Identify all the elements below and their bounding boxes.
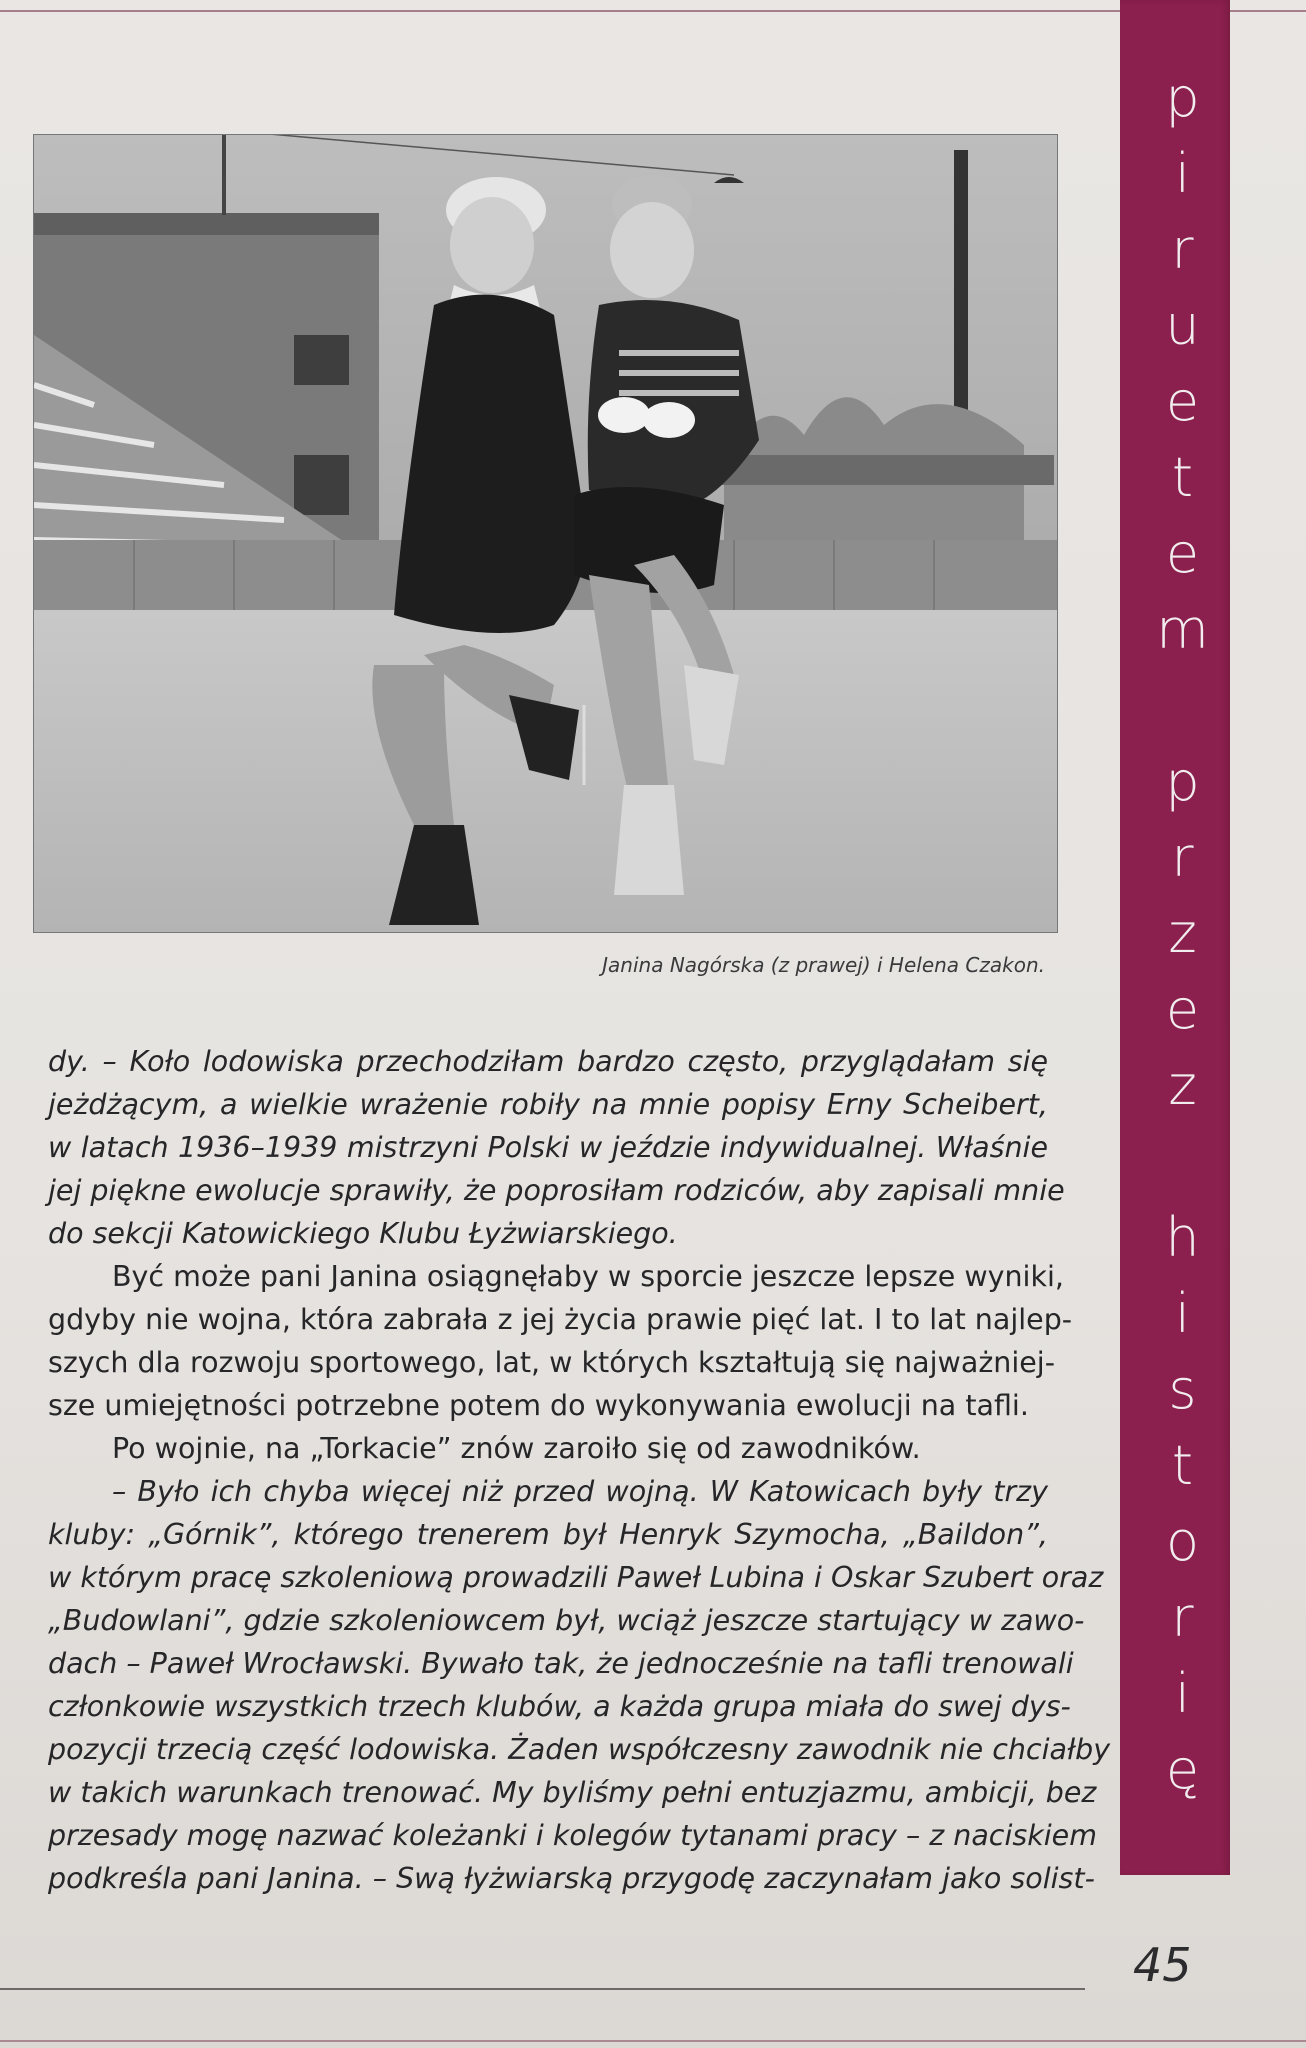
side-title-letter: r [1171,218,1194,281]
body-line: w którym pracę szkoleniową prowadzili Paweł Lubina i Oskar Szubert oraz [48,1561,1104,1594]
body-line: sze umiejętności potrzebne potem do wykonywania ewolucji na tafli. [48,1389,1029,1422]
side-title-letter: i [1174,142,1190,205]
side-title-letter: u [1165,294,1200,357]
side-title-letter: p [1165,750,1200,813]
body-line: w latach 1936–1939 mistrzyni Polski w jeździe indywidualnej. Właśnie [48,1131,1048,1164]
side-title-letter: h [1165,1206,1200,1269]
side-title-letter: r [1171,1586,1194,1649]
top-decorative-rule [0,10,1306,12]
body-line: jeżdżącym, a wielkie wrażenie robiły na mnie popisy Erny Scheibert, [48,1088,1048,1121]
side-title-letter: e [1165,978,1200,1041]
window [294,335,349,385]
body-line: Po wojnie, na „Torkacie” znów zaroiło się od zawodników. [112,1432,921,1465]
body-line: dy. – Koło lodowiska przechodziłam bardzo często, przyglądałam się [48,1045,1048,1078]
body-line: członkowie wszystkich trzech klubów, a każda grupa miała do swej dys- [48,1690,1071,1723]
side-title-letter: m [1156,598,1209,661]
body-line: dach – Paweł Wrocławski. Bywało tak, że jednocześnie na tafli trenowali [48,1647,1074,1680]
body-line: przesady mogę nazwać koleżanki i kolegów tytanami pracy – z naciskiem [48,1819,1097,1852]
body-line: „Budowlani”, gdzie szkoleniowcem był, wciąż jeszcze startujący w zawo- [48,1604,1085,1637]
skaters-photo [33,134,1058,933]
body-line: jej piękne ewolucje sprawiły, że poprosiłam rodziców, aby zapisali mnie [48,1174,1065,1207]
body-line: Być może pani Janina osiągnęłaby w sporcie jeszcze lepsze wyniki, [112,1260,1064,1293]
body-line: kluby: „Górnik”, którego trenerem był Henryk Szymocha, „Baildon”, [48,1518,1048,1551]
side-title-letter: s [1168,1358,1197,1421]
body-line: szych dla rozwoju sportowego, lat, w których kształtują się najważniej- [48,1346,1055,1379]
side-title-letter: i [1174,1282,1190,1345]
side-title-letter: o [1165,1510,1200,1573]
body-text [48,1040,1111,1900]
body-line: w takich warunkach trenować. My byliśmy pełni entuzjazmu, ambicji, bez [48,1776,1097,1809]
side-title-letter: p [1165,66,1200,129]
body-line: – Było ich chyba więcej niż przed wojną. W Katowicach były trzy [112,1475,1048,1508]
bottom-rule [0,1988,1085,1990]
side-title-letter: e [1165,522,1200,585]
body-line: podkreśla pani Janina. – Swą łyżwiarską przygodę zaczynałam jako solist- [48,1862,1095,1895]
body-line: do sekcji Katowickiego Klubu Łyżwiarskiego. [48,1217,678,1250]
photo-illustration [34,135,1057,932]
side-title-letter: z [1168,1054,1197,1117]
body-line: gdyby nie wojna, która zabrała z jej życia prawie pięć lat. I to lat najlep- [48,1303,1073,1336]
body-line: pozycji trzecią część lodowiska. Żaden współczesny zawodnik nie chciałby [48,1733,1111,1766]
photo-caption: Janina Nagórska (z prawej) i Helena Czakon. [602,953,1045,977]
page-number: 45 [1133,1938,1192,1992]
side-title-letter: e [1165,370,1200,433]
side-title-letter: r [1171,826,1194,889]
side-title-vertical [1130,62,1235,1810]
side-title-letter: z [1168,902,1197,965]
side-title-letter: t [1171,446,1194,509]
side-title-letter: ę [1165,1738,1200,1801]
window [294,455,349,515]
bottom-decorative-rule [0,2040,1306,2042]
side-title-letter: t [1171,1434,1194,1497]
side-title-letter: i [1174,1662,1190,1725]
